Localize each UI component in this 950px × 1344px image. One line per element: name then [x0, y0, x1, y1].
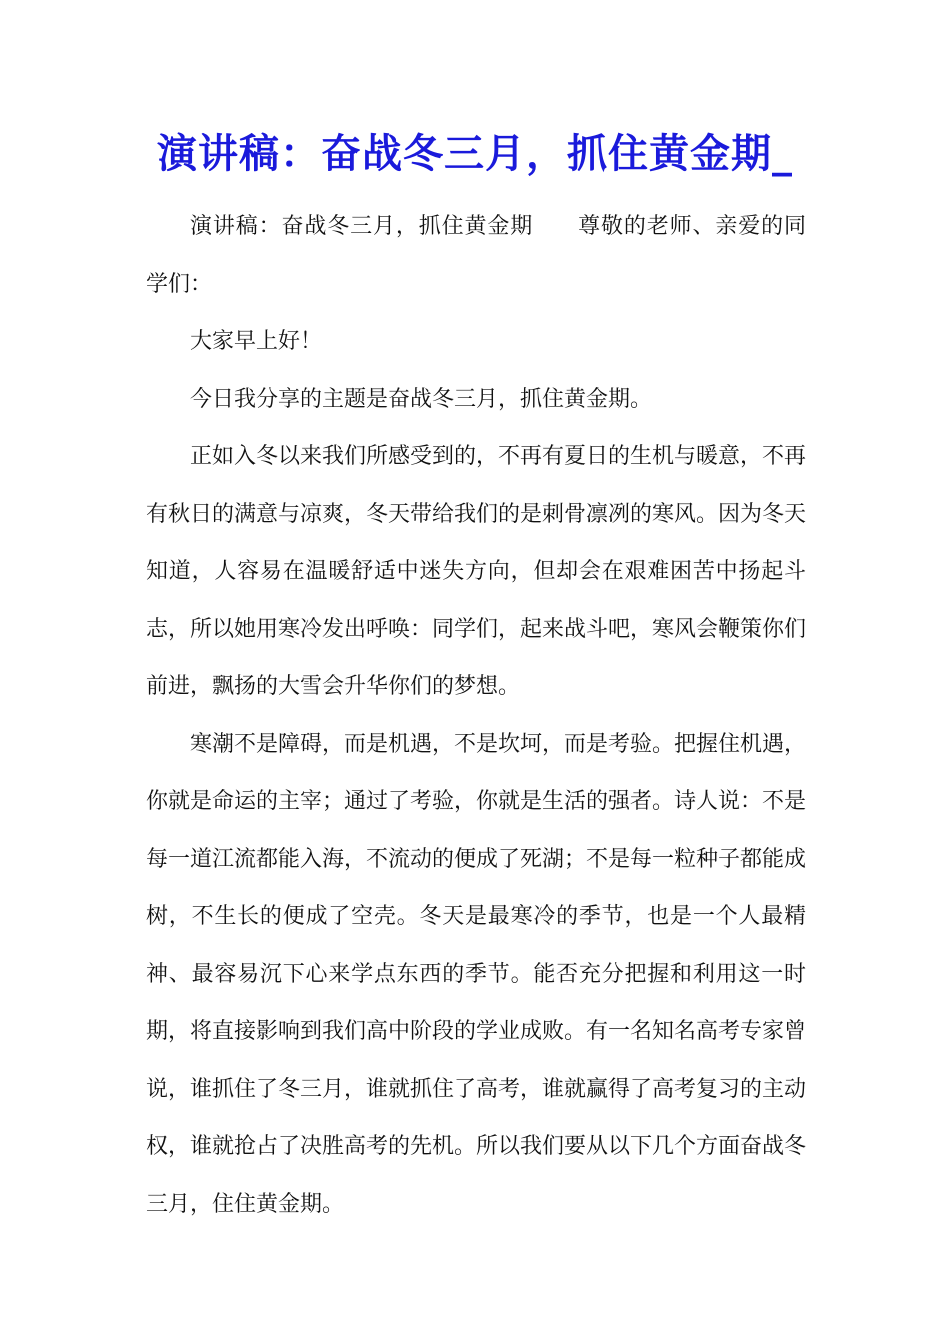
- paragraph-1: [146, 198, 806, 313]
- paragraph-1-part1: 演讲稿：奋战冬三月，抓住黄金期: [190, 214, 534, 239]
- document-title: 演讲稿：奋战冬三月，抓住黄金期_: [157, 130, 793, 177]
- paragraph-3: 今日我分享的主题是奋战冬三月，抓住黄金期。: [190, 386, 653, 412]
- paragraph-1-part2: 尊敬的老师、亲爱的同学们：: [146, 214, 806, 297]
- paragraph-4: 正如入冬以来我们所感受到的，不再有夏日的生机与暖意，不再有秋日的满意与凉爽，冬天带给我们的是刺骨凛冽的寒风。因为冬天知道，人容易在温暖舒适中迷失方向，但却会在艰难困苦中扬起斗志，所以她用寒冷发出呼唤：同学们，起来战斗吧，寒风会鞭策你们前进，飘扬的大雪会升华你们的梦想。: [146, 444, 807, 699]
- paragraph-5: 寒潮不是障碍，而是机遇，不是坎坷，而是考验。把握住机遇，你就是命运的主宰；通过了考验，你就是生活的强者。诗人说：不是每一道江流都能入海，不流动的便成了死湖；不是每一粒种子都能成树，不生长的便成了空壳。冬天是最寒冷的季节，也是一个人最精神、最容易沉下心来学点东西的季节。能否充分把握和利用这一时期，将直接影响到我们高中阶段的学业成败。有一名知名高考专家曾说，谁抓住了冬三月，谁就抓住了高考，谁就赢得了高考复习的主动权，谁就抢占了决胜高考的先机。所以我们要从以下几个方面奋战冬三月，住住黄金期。: [146, 731, 807, 1217]
- paragraph-2: 大家早上好！: [190, 329, 323, 354]
- document-body: [146, 198, 806, 1233]
